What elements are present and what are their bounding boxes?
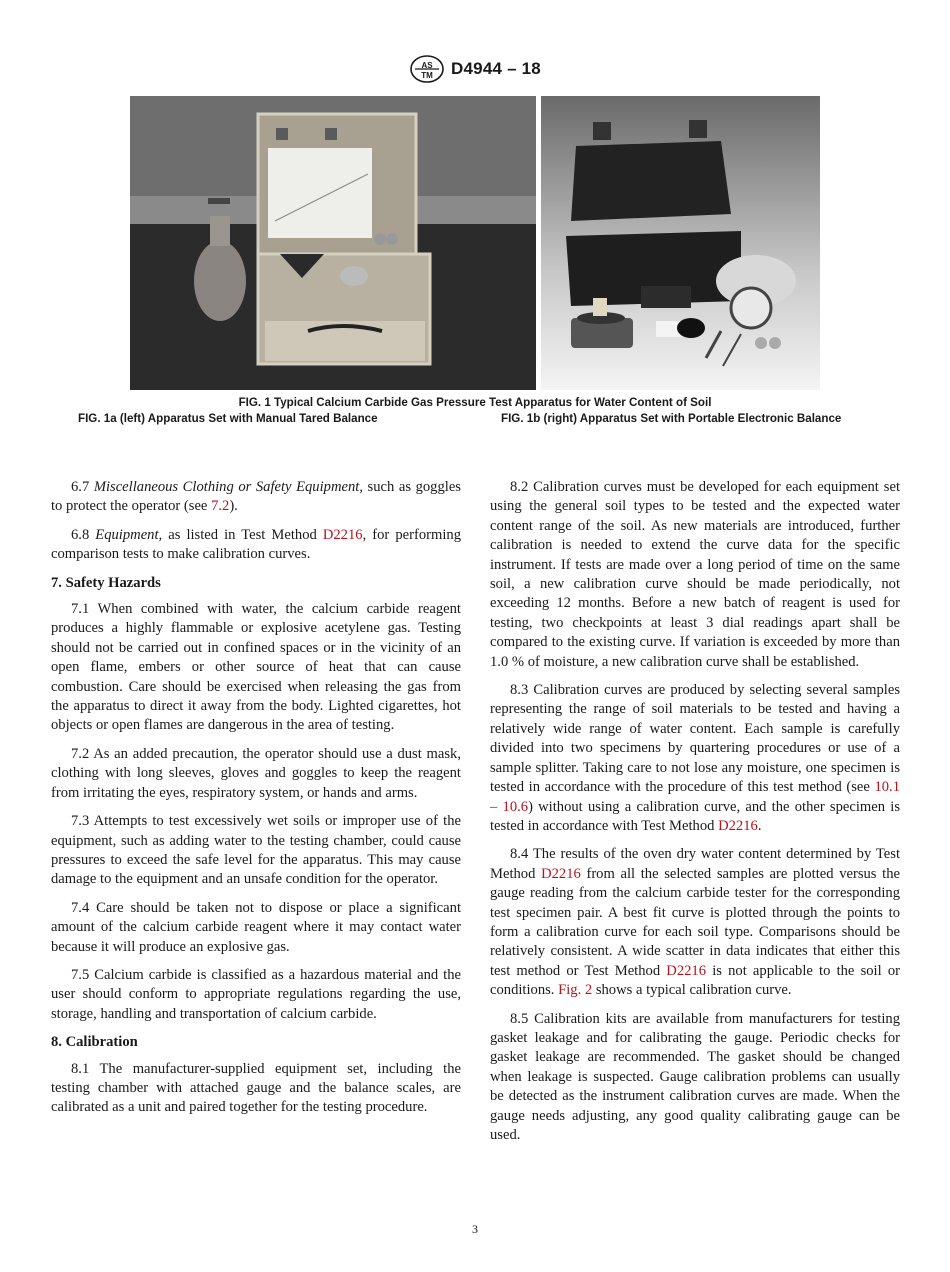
section-heading-safety-hazards: 7. Safety Hazards: [51, 574, 161, 591]
paragraph-7-2: 7.2 As an added precaution, the operator should use a dust mask, clothing with long sleeves, gloves and goggles to keep the reagent from irritating the eyes, respiratory system, or hands and arms.: [51, 745, 461, 801]
link-section-10-1-10-6[interactable]: 10.1 – 10.6: [490, 779, 900, 815]
paragraph-7-3: 7.3 Attempts to test excessively wet soils or improper use of the equipment, such as adding water to the testing chamber, could cause pressures to exceed the safe level for the apparatus. This may cause damage to the equipment and an unsafe condition for the operator.: [51, 813, 461, 888]
link-d2216[interactable]: D2216: [322, 526, 363, 543]
document-id: D4944 – 18: [451, 59, 541, 78]
right-column: [490, 478, 900, 1154]
svg-text:TM: TM: [421, 71, 433, 80]
term-misc-clothing: Miscellaneous Clothing or Safety Equipment,: [93, 479, 363, 495]
svg-text:AS: AS: [421, 61, 433, 70]
astm-logo-icon: [409, 54, 445, 84]
paragraph-8-3: 8.3 Calibration curves are produced by selecting several samples representing the range of soil materials to be tested and having a relatively wide range of water content. Each sample is carefully divided into two specimens by quartering procedures or use of a sample splitter. Taking care to not lose any moisture, one specimen is tested in accordance with the procedure of this test method (see 10.1 – 10.6) without using a calibration curve, and the other specimen is tested in accordance with Test Method D2216.: [490, 682, 901, 834]
link-d2216[interactable]: D2216: [666, 962, 707, 979]
paragraph-7-4: 7.4 Care should be taken not to dispose or place a significant amount of the calcium carbide reagent where it may contact water because it will produce an explosive gas.: [51, 899, 461, 955]
figure-caption-1a: FIG. 1a (left) Apparatus Set with Manual Tared Balance: [78, 412, 378, 425]
page-number: 3: [472, 1222, 478, 1236]
apparatus-manual-balance-photo-icon: [130, 96, 536, 390]
page-header: [0, 54, 950, 89]
figure-1b-image: [541, 96, 820, 390]
link-d2216[interactable]: D2216: [541, 865, 581, 882]
paragraph-6-8: 6.8 Equipment, as listed in Test Method D2216, for performing comparison tests to make calibration curves.: [51, 526, 461, 563]
figure-1a-image: [130, 96, 536, 390]
paragraph-8-1: 8.1 The manufacturer-supplied equipment set, including the testing chamber with attached gauge and the balance scales, are calibrated as a unit and paired together for the testing procedure.: [51, 1060, 461, 1116]
link-section-7-2[interactable]: 7.2: [211, 498, 230, 515]
section-heading-calibration: 8. Calibration: [51, 1034, 138, 1051]
paragraph-8-5: 8.5 Calibration kits are available from manufacturers for testing gasket leakage and for calibrating the gauge. Periodic checks for gasket leakage are recommended. The gasket should be changed when leakage is suspected. Gauge calibration problems can usually be detected as the instrument calibration curves are made. When the gauge needs adjusting, any good quality calibrating gauge can be used.: [490, 1010, 900, 1143]
term-equipment: Equipment,: [95, 526, 163, 543]
link-d2216[interactable]: D2216: [718, 817, 758, 834]
apparatus-electronic-balance-photo-icon: [541, 96, 820, 390]
paragraph-8-4: 8.4 The results of the oven dry water content determined by Test Method D2216 from all the selected samples are plotted versus the gauge reading from the calcium carbide tester for the corresponding test specimen pair. A best fit curve is plotted through the points to form a calibration curve for each soil type. Comparisons should be relatively consistent. A wide scatter in data indicates that either this test method or Test Method D2216 is not applicable to the soil or conditions. Fig. 2 shows a typical calibration curve.: [490, 846, 900, 999]
paragraph-7-1: 7.1 When combined with water, the calcium carbide reagent produces a highly flammable or explosive acetylene gas. Testing should not be carried out in confined spaces or in the vicinity of an open flame, embers or other source of heat that can cause combustion. Care should be exercised when releasing the gas from the apparatus to direct it away from the body. Lighted cigarettes, hot objects or open flames are dangerous in the area of testing.: [51, 601, 461, 734]
link-fig-2[interactable]: Fig. 2: [558, 982, 593, 999]
figure-caption-1b: FIG. 1b (right) Apparatus Set with Portable Electronic Balance: [501, 412, 842, 425]
paragraph-8-2: 8.2 Calibration curves must be developed for each equipment set using the general soil types to be tested and the expected water content range of the soil. As new materials are introduced, further calibration is needed to extend the curve data for the specific instrument. If tests are made over a long period of time on the same soil, a new calibration curve should be made periodically, not exceeding 12 months. Before a new batch of reagent is used for testing, two checkpoints at least 3 dial readings apart shall be compared to the existing curve. If variation is exceeded by more than 1.0 % of moisture, a new calibration curve shall be established.: [490, 479, 900, 670]
left-column: [51, 478, 461, 1127]
figure-caption-main: FIG. 1 Typical Calcium Carbide Gas Pressure Test Apparatus for Water Content of Soil: [238, 396, 712, 409]
paragraph-6-7: 6.7 Miscellaneous Clothing or Safety Equipment, such as goggles to protect the operator (see 7.2).: [51, 479, 461, 515]
paragraph-7-5: 7.5 Calcium carbide is classified as a hazardous material and the user should conform to appropriate regulations regarding the use, storage, handling and transportation of calcium carbide.: [51, 966, 461, 1022]
